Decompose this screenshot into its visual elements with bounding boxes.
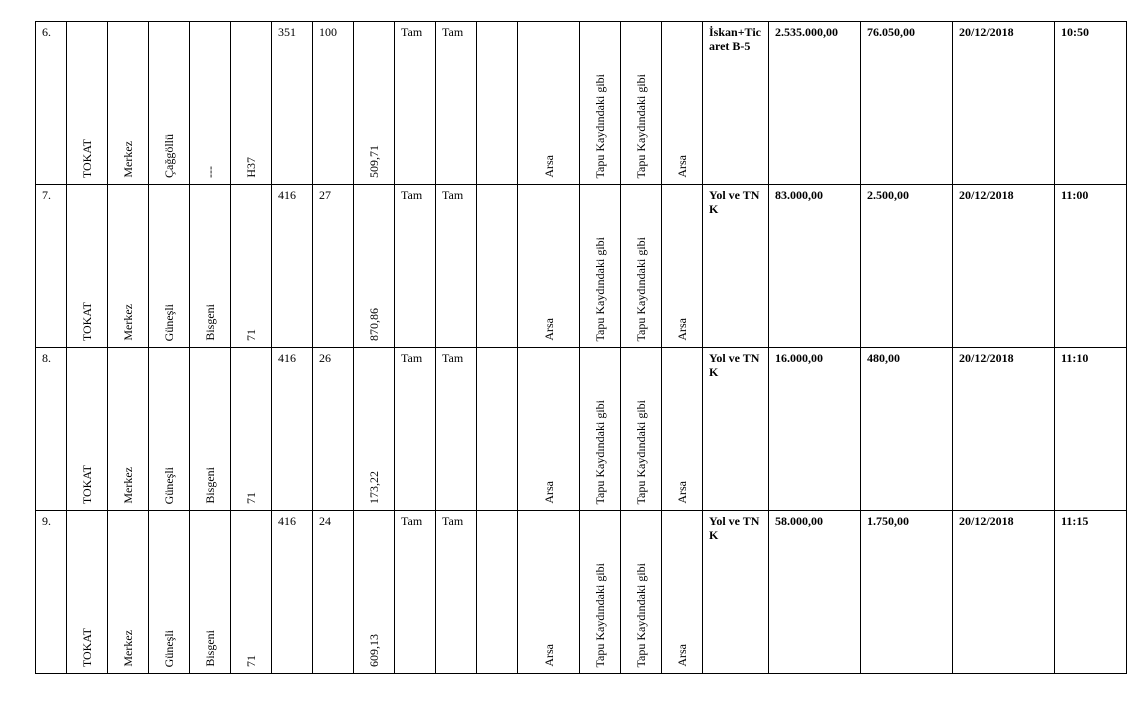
cell-tapu1-text: Tapu Kaydındaki gibi — [593, 73, 607, 178]
table-cell-mevki — [190, 22, 231, 185]
table-cell-cins — [662, 22, 703, 185]
table-cell-ada — [272, 185, 313, 348]
table-cell-pafta — [231, 348, 272, 511]
table-cell-teminat — [861, 511, 953, 674]
table-cell-il — [67, 511, 108, 674]
cell-tarih-text: 20/12/2018 — [959, 188, 1014, 202]
table-cell-tarih — [953, 22, 1055, 185]
cell-ilce-text: Merkez — [121, 304, 135, 341]
cell-hisse1-text: Tam — [401, 188, 423, 202]
table-cell-ada — [272, 348, 313, 511]
cell-parsel-text: 27 — [319, 188, 331, 202]
cell-yuzolcum-text: 173,22 — [367, 471, 381, 504]
cell-mahalle-text: Güneşli — [162, 629, 176, 667]
cell-saat-text: 11:00 — [1061, 188, 1089, 202]
cell-il-text: TOKAT — [80, 138, 94, 178]
table-cell-ada — [272, 511, 313, 674]
table-cell-tapu2 — [621, 348, 662, 511]
cell-parsel-text: 24 — [319, 514, 331, 528]
cell-pafta-text: H37 — [244, 157, 258, 178]
cell-no-text: 8. — [42, 351, 51, 365]
cell-parsel-text: 100 — [319, 25, 337, 39]
table-cell-mevki — [190, 511, 231, 674]
cell-pafta-text: 71 — [244, 492, 258, 504]
table-cell-il — [67, 185, 108, 348]
table-cell-hisse1 — [395, 22, 436, 185]
table-cell-bedel — [769, 22, 861, 185]
cell-nitelik-text: Arsa — [541, 481, 556, 504]
table-cell-tapu1 — [580, 22, 621, 185]
table-cell-parsel — [313, 511, 354, 674]
cell-imar-text: Yol ve TNK — [709, 351, 760, 379]
table-cell-il — [67, 348, 108, 511]
table-cell-empty — [477, 511, 518, 674]
cell-bedel-text: 2.535.000,00 — [775, 25, 838, 39]
cell-tapu2-text: Tapu Kaydındaki gibi — [634, 73, 648, 178]
cell-hisse2-text: Tam — [442, 351, 464, 365]
cell-hisse1-text: Tam — [401, 25, 423, 39]
cell-yuzolcum-text: 509,71 — [367, 145, 381, 178]
cell-hisse2-text: Tam — [442, 188, 464, 202]
cell-pafta-text: 71 — [244, 655, 258, 667]
cell-mahalle-text: Güneşli — [162, 303, 176, 341]
cell-tarih-text: 20/12/2018 — [959, 351, 1014, 365]
table-cell-saat — [1055, 185, 1127, 348]
table-cell-no — [36, 185, 67, 348]
table-cell-nitelik — [518, 511, 580, 674]
table-cell-hisse2 — [436, 348, 477, 511]
cell-ilce-text: Merkez — [121, 630, 135, 667]
table-cell-parsel — [313, 185, 354, 348]
table-cell-parsel — [313, 348, 354, 511]
table-cell-hisse1 — [395, 511, 436, 674]
table-cell-ilce — [108, 511, 149, 674]
cell-parsel-text: 26 — [319, 351, 331, 365]
table-cell-teminat — [861, 185, 953, 348]
cell-nitelik-text: Arsa — [541, 644, 556, 667]
table-cell-imar — [703, 22, 769, 185]
cell-mahalle-text: Çağgöllü — [162, 134, 176, 178]
table-cell-cins — [662, 185, 703, 348]
cell-il-text: TOKAT — [80, 301, 94, 341]
cell-tapu1-text: Tapu Kaydındaki gibi — [593, 562, 607, 667]
table-cell-bedel — [769, 511, 861, 674]
table-row — [36, 511, 1127, 674]
cell-yuzolcum-text: 870,86 — [367, 308, 381, 341]
cell-tapu2-text: Tapu Kaydındaki gibi — [634, 562, 648, 667]
table-cell-saat — [1055, 22, 1127, 185]
cell-ada-text: 416 — [278, 188, 296, 202]
table-cell-saat — [1055, 511, 1127, 674]
cell-imar-text: Yol ve TNK — [709, 188, 760, 216]
cell-imar-text: İskan+Ticaret B-5 — [709, 25, 761, 53]
table-cell-mahalle — [149, 348, 190, 511]
cell-no-text: 6. — [42, 25, 51, 39]
cell-bedel-text: 16.000,00 — [775, 351, 823, 365]
cell-pafta-text: 71 — [244, 329, 258, 341]
table-cell-tapu2 — [621, 22, 662, 185]
table-cell-yuzolcum — [354, 348, 395, 511]
table-cell-no — [36, 348, 67, 511]
cell-tapu2-text: Tapu Kaydındaki gibi — [634, 236, 648, 341]
table-cell-tapu1 — [580, 185, 621, 348]
table-cell-yuzolcum — [354, 22, 395, 185]
cell-tapu1-text: Tapu Kaydındaki gibi — [593, 236, 607, 341]
table-cell-imar — [703, 348, 769, 511]
table-cell-mevki — [190, 348, 231, 511]
cell-cins-text: Arsa — [675, 481, 689, 504]
table-cell-mahalle — [149, 185, 190, 348]
cell-saat-text: 11:10 — [1061, 351, 1089, 365]
cell-imar-text: Yol ve TNK — [709, 514, 760, 542]
table-cell-empty — [477, 22, 518, 185]
cell-teminat-text: 2.500,00 — [867, 188, 909, 202]
table-row — [36, 348, 1127, 511]
table-cell-yuzolcum — [354, 511, 395, 674]
table-cell-cins — [662, 348, 703, 511]
table-cell-ilce — [108, 348, 149, 511]
cell-mevki-text: Bisgeni — [203, 467, 217, 504]
table-cell-no — [36, 22, 67, 185]
table-cell-pafta — [231, 511, 272, 674]
cell-ada-text: 416 — [278, 351, 296, 365]
cell-nitelik-text: Arsa — [541, 155, 556, 178]
table-cell-tapu2 — [621, 511, 662, 674]
table-cell-ada — [272, 22, 313, 185]
table-cell-tapu1 — [580, 511, 621, 674]
cell-ilce-text: Merkez — [121, 467, 135, 504]
cell-hisse2-text: Tam — [442, 514, 464, 528]
cell-tapu1-text: Tapu Kaydındaki gibi — [593, 399, 607, 504]
table-cell-teminat — [861, 348, 953, 511]
table-cell-il — [67, 22, 108, 185]
table-cell-bedel — [769, 348, 861, 511]
cell-saat-text: 11:15 — [1061, 514, 1089, 528]
cell-il-text: TOKAT — [80, 464, 94, 504]
table-cell-nitelik — [518, 185, 580, 348]
cell-hisse1-text: Tam — [401, 514, 423, 528]
cell-nitelik-text: Arsa — [541, 318, 556, 341]
table-cell-no — [36, 511, 67, 674]
table-cell-teminat — [861, 22, 953, 185]
table-cell-saat — [1055, 348, 1127, 511]
table-cell-imar — [703, 511, 769, 674]
cell-ada-text: 351 — [278, 25, 296, 39]
table-cell-mevki — [190, 185, 231, 348]
cell-mahalle-text: Güneşli — [162, 466, 176, 504]
parcel-auction-table — [35, 21, 1127, 674]
table-cell-pafta — [231, 185, 272, 348]
table-cell-empty — [477, 185, 518, 348]
cell-cins-text: Arsa — [675, 318, 689, 341]
cell-teminat-text: 76.050,00 — [867, 25, 915, 39]
cell-yuzolcum-text: 609,13 — [367, 634, 381, 667]
cell-no-text: 9. — [42, 514, 51, 528]
table-cell-hisse1 — [395, 185, 436, 348]
cell-teminat-text: 1.750,00 — [867, 514, 909, 528]
cell-tarih-text: 20/12/2018 — [959, 514, 1014, 528]
cell-ada-text: 416 — [278, 514, 296, 528]
cell-hisse1-text: Tam — [401, 351, 423, 365]
table-cell-cins — [662, 511, 703, 674]
table-cell-mahalle — [149, 22, 190, 185]
cell-cins-text: Arsa — [675, 155, 689, 178]
cell-hisse2-text: Tam — [442, 25, 464, 39]
table-cell-yuzolcum — [354, 185, 395, 348]
table-cell-nitelik — [518, 348, 580, 511]
table-cell-pafta — [231, 22, 272, 185]
table-cell-mahalle — [149, 511, 190, 674]
table-cell-tarih — [953, 348, 1055, 511]
cell-bedel-text: 58.000,00 — [775, 514, 823, 528]
cell-no-text: 7. — [42, 188, 51, 202]
table-cell-imar — [703, 185, 769, 348]
table-cell-hisse1 — [395, 348, 436, 511]
cell-il-text: TOKAT — [80, 627, 94, 667]
cell-saat-text: 10:50 — [1061, 25, 1089, 39]
cell-teminat-text: 480,00 — [867, 351, 900, 365]
table-cell-hisse2 — [436, 185, 477, 348]
table-cell-nitelik — [518, 22, 580, 185]
table-cell-empty — [477, 348, 518, 511]
table-cell-parsel — [313, 22, 354, 185]
cell-mevki-text: --- — [203, 166, 217, 178]
table-row — [36, 22, 1127, 185]
cell-tarih-text: 20/12/2018 — [959, 25, 1014, 39]
cell-mevki-text: Bisgeni — [203, 630, 217, 667]
table-cell-tarih — [953, 511, 1055, 674]
table-cell-hisse2 — [436, 22, 477, 185]
cell-bedel-text: 83.000,00 — [775, 188, 823, 202]
table-cell-bedel — [769, 185, 861, 348]
table-cell-hisse2 — [436, 511, 477, 674]
table-cell-tapu1 — [580, 348, 621, 511]
cell-tapu2-text: Tapu Kaydındaki gibi — [634, 399, 648, 504]
table-cell-ilce — [108, 185, 149, 348]
cell-mevki-text: Bisgeni — [203, 304, 217, 341]
table-cell-ilce — [108, 22, 149, 185]
table-cell-tarih — [953, 185, 1055, 348]
cell-cins-text: Arsa — [675, 644, 689, 667]
table-row — [36, 185, 1127, 348]
table-cell-tapu2 — [621, 185, 662, 348]
cell-ilce-text: Merkez — [121, 141, 135, 178]
